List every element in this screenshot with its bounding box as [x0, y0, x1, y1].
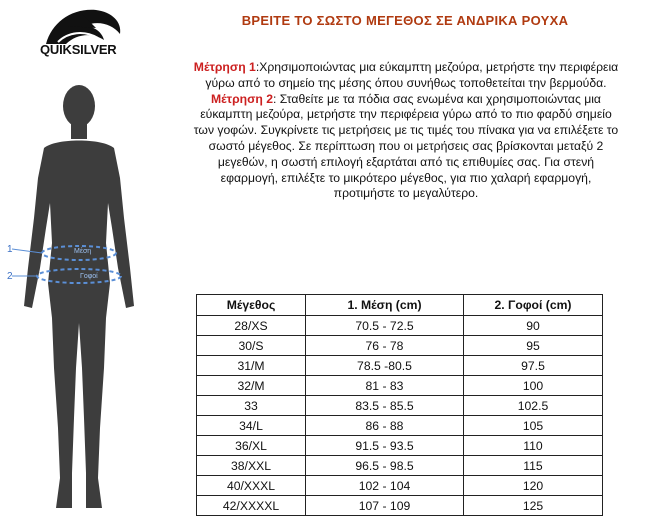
size-table: [196, 294, 603, 516]
hips-cell: 100: [464, 376, 603, 396]
hips-label: Γοφοί: [80, 273, 98, 280]
waist-cell: 107 - 109: [306, 496, 464, 516]
size-cell: 40/XXXL: [197, 476, 306, 496]
hips-cell: 105: [464, 416, 603, 436]
size-cell: 32/M: [197, 376, 306, 396]
waist-cell: 96.5 - 98.5: [306, 456, 464, 476]
page-title: ΒΡΕΙΤΕ ΤΟ ΣΩΣΤΟ ΜΕΓΕΘΟΣ ΣΕ ΑΝΔΡΙΚΑ ΡΟΥΧΑ: [241, 13, 569, 28]
marker-1: 1: [7, 244, 13, 255]
waist-cell: 102 - 104: [306, 476, 464, 496]
hips-cell: 97.5: [464, 356, 603, 376]
marker-2: 2: [7, 271, 13, 282]
table-row: [197, 316, 603, 336]
table-row: [197, 396, 603, 416]
size-cell: 34/L: [197, 416, 306, 436]
measurement-2-text: : Σταθείτε με τα πόδια σας ενωμένα και χρησιμοποιώντας μια εύκαμπτη μεζούρα, μετρήστε την περιφέρεια γύρω από το πιο φαρδύ σημείο των γοφών. Συγκρίνετε τις μετρήσεις με τις τιμές του πίνακα για να επιλέξετε το σωστό μέγεθος. Σε περίπτωση που οι μετρήσεις σας βρίσκονται μεταξύ 2 μεγεθών, η σωστή επιλογή εξαρτάται από τις επιθυμίες σας. Για στενή εφαρμογή, επιλέξτε το μικρότερο μέγεθος, για πιο χαλαρή εφαρμογή, προτιμήστε το μεγαλύτερο.: [193, 91, 619, 201]
hips-cell: 115: [464, 456, 603, 476]
table-row: [197, 496, 603, 516]
waist-cell: 83.5 - 85.5: [306, 396, 464, 416]
hips-cell: 110: [464, 436, 603, 456]
size-cell: 38/XXL: [197, 456, 306, 476]
hips-cell: 90: [464, 316, 603, 336]
size-cell: 31/M: [197, 356, 306, 376]
body-figure: [0, 68, 150, 518]
size-cell: 36/XL: [197, 436, 306, 456]
instructions-text: [190, 60, 622, 202]
table-row: [197, 356, 603, 376]
waist-cell: 78.5 -80.5: [306, 356, 464, 376]
size-cell: 30/S: [197, 336, 306, 356]
waist-cell: 70.5 - 72.5: [306, 316, 464, 336]
table-row: [197, 376, 603, 396]
table-header-row: [197, 295, 603, 316]
table-row: [197, 416, 603, 436]
header-hips: 2. Γοφοί (cm): [464, 295, 603, 316]
brand-name: QUIKSILVER: [40, 42, 117, 57]
table-row: [197, 436, 603, 456]
hips-cell: 120: [464, 476, 603, 496]
waist-label: Μέση: [74, 248, 92, 255]
size-cell: 28/XS: [197, 316, 306, 336]
hips-cell: 102.5: [464, 396, 603, 416]
table-row: [197, 456, 603, 476]
table-row: [197, 476, 603, 496]
measurement-1-text: :Χρησιμοποιώντας μια εύκαμπτη μεζούρα, μετρήστε την περιφέρεια γύρω από το σημείο της μέσης όπου συνήθως τοποθετείται την βερμούδα.: [205, 60, 619, 90]
waist-cell: 76 - 78: [306, 336, 464, 356]
waist-cell: 81 - 83: [306, 376, 464, 396]
measurement-2-label: Μέτρηση 2: [211, 91, 274, 106]
hips-cell: 125: [464, 496, 603, 516]
header-waist: 1. Μέση (cm): [306, 295, 464, 316]
size-cell: 42/XXXXL: [197, 496, 306, 516]
size-cell: 33: [197, 396, 306, 416]
waist-cell: 91.5 - 93.5: [306, 436, 464, 456]
body-silhouette: [24, 85, 134, 508]
measurement-1-label: Μέτρηση 1: [193, 60, 256, 74]
header-size: Μέγεθος: [197, 295, 306, 316]
waist-cell: 86 - 88: [306, 416, 464, 436]
hips-cell: 95: [464, 336, 603, 356]
table-row: [197, 336, 603, 356]
